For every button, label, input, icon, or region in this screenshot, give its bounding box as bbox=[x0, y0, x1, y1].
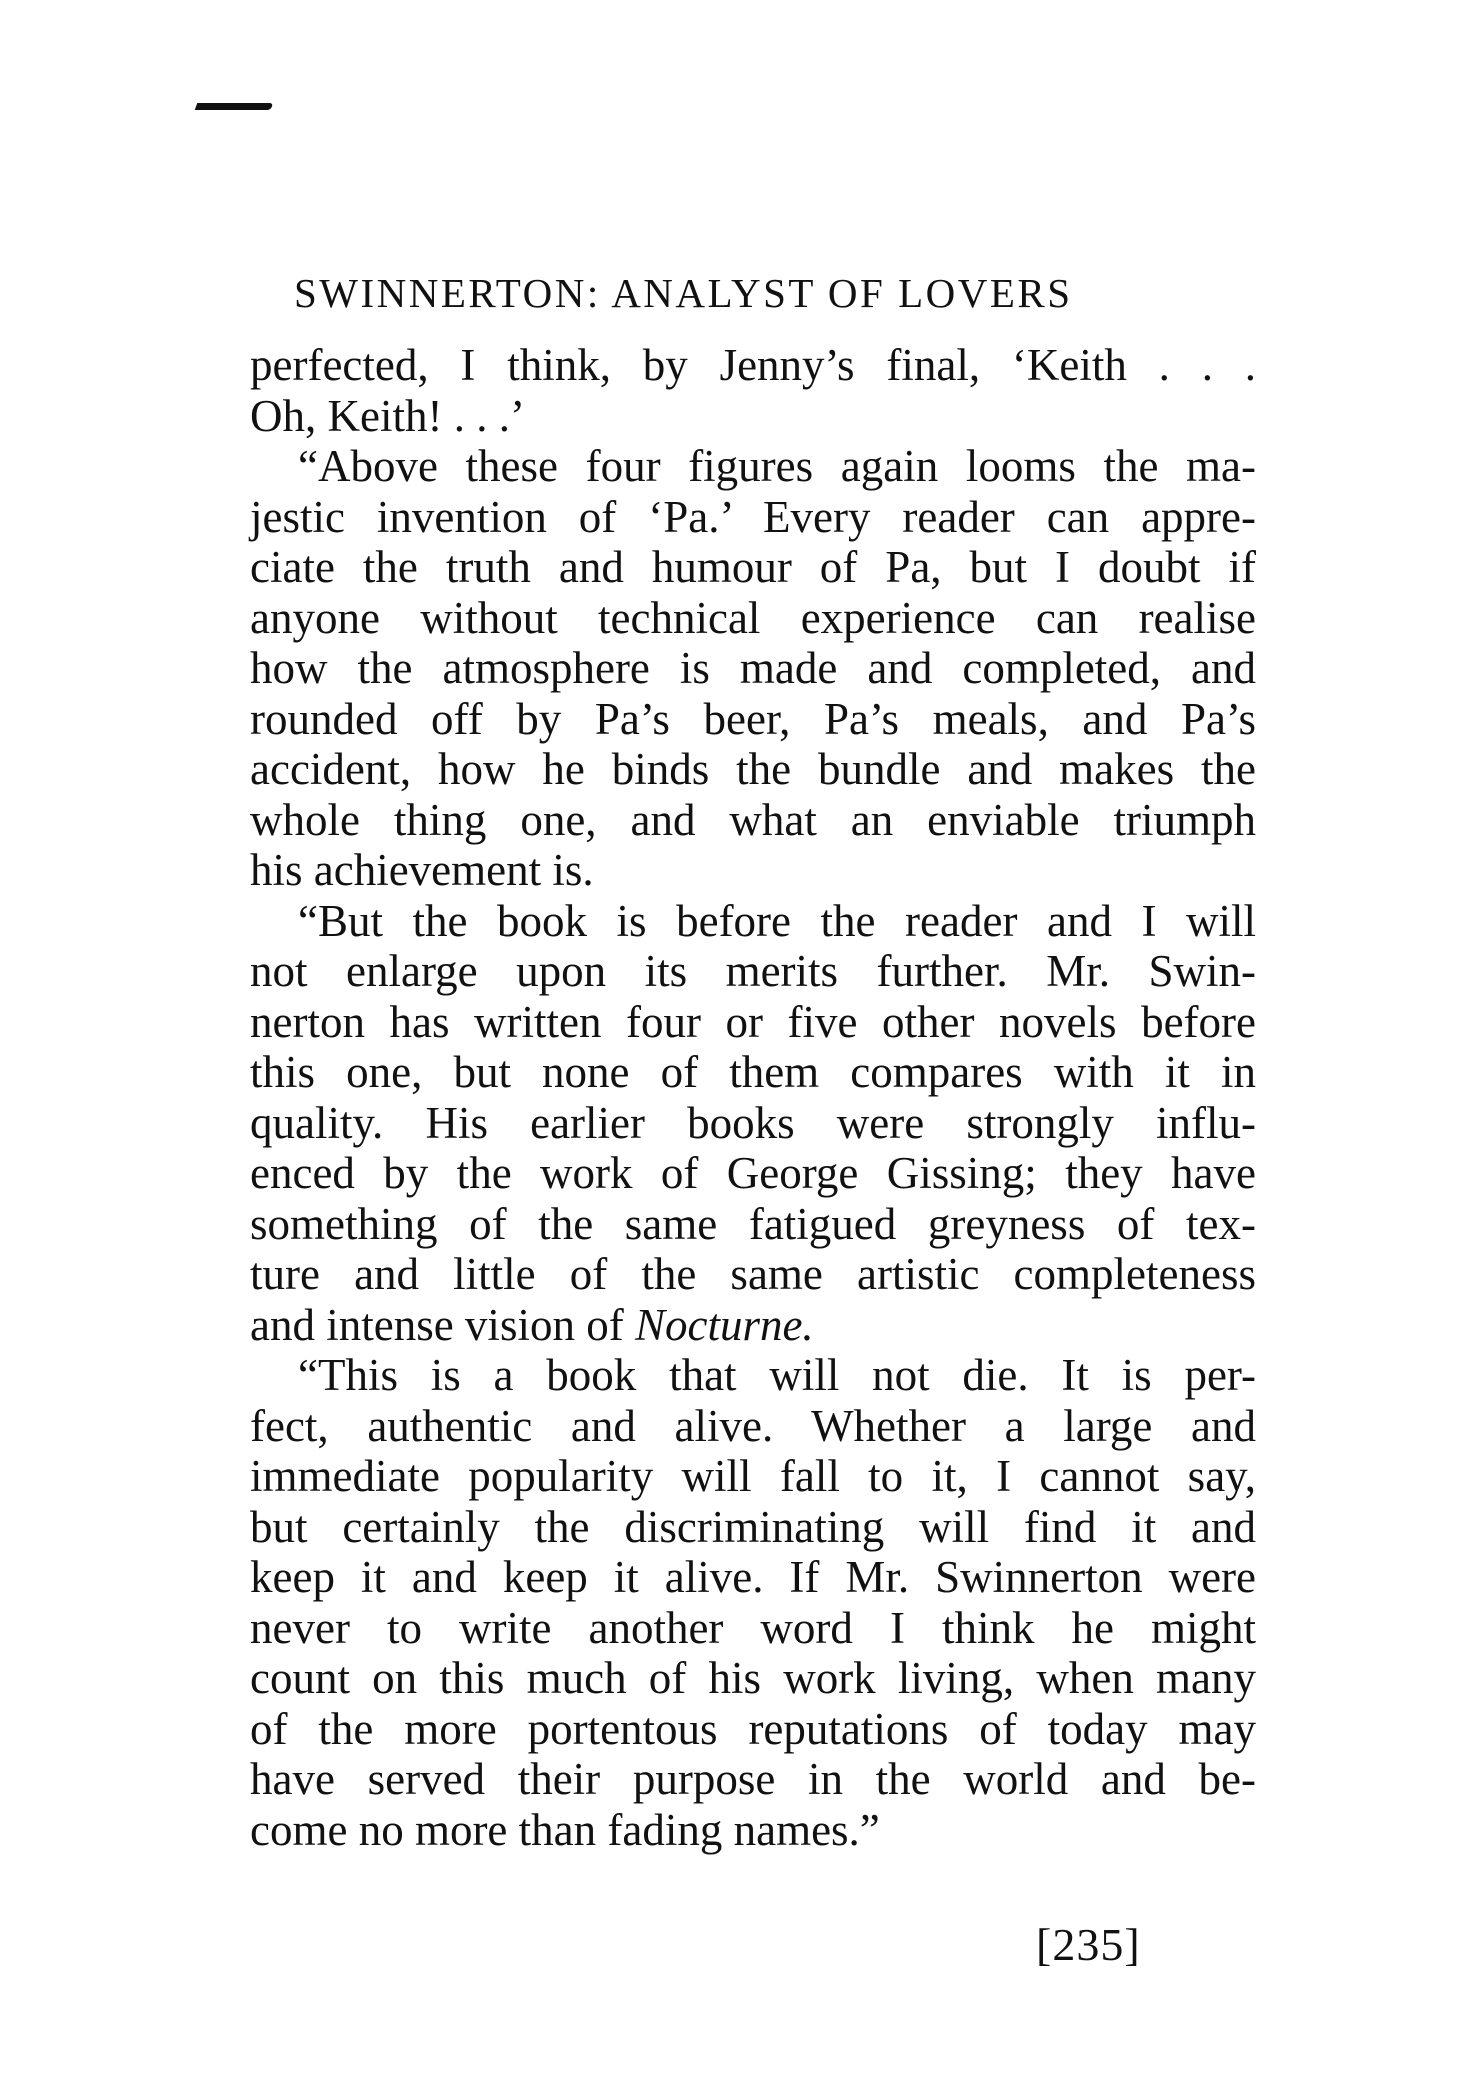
book-title: Nocturne. bbox=[634, 1299, 814, 1350]
text-line: ciate the truth and humour of Pa, but I doubt if bbox=[250, 542, 1256, 592]
text-line: accident, how he binds the bundle and makes the bbox=[250, 744, 1256, 794]
text-line: ture and little of the same artistic completeness bbox=[250, 1249, 1256, 1299]
text-line: “Above these four figures again looms the ma- bbox=[298, 441, 1256, 491]
text-line: quality. His earlier books were strongly influ- bbox=[250, 1097, 1256, 1148]
text-line: his achievement is. bbox=[250, 845, 594, 895]
text-line: have served their purpose in the world and be- bbox=[250, 1754, 1256, 1804]
text-line: come no more than fading names.” bbox=[250, 1804, 880, 1855]
text-line: this one, but none of them compares with it in bbox=[250, 1047, 1256, 1097]
text-line: Oh, Keith! . . .’ bbox=[250, 390, 525, 441]
text-line: whole thing one, and what an enviable triumph bbox=[250, 794, 1256, 845]
text-line: keep it and keep it alive. If Mr. Swinnerton were bbox=[250, 1552, 1256, 1602]
text-line: never to write another word I think he might bbox=[250, 1602, 1256, 1653]
text-line: something of the same fatigued greyness of tex- bbox=[250, 1198, 1256, 1249]
text-line: immediate popularity will fall to it, I cannot say, bbox=[250, 1451, 1256, 1501]
body-text bbox=[250, 340, 1256, 1855]
text-line: “This is a book that will not die. It is per- bbox=[298, 1350, 1256, 1400]
running-head: SWINNERTON: ANALYST OF LOVERS bbox=[294, 270, 1073, 316]
text-line-start: and intense vision of bbox=[250, 1299, 624, 1350]
text-line: jestic invention of ‘Pa.’ Every reader can appre- bbox=[250, 491, 1256, 542]
text-line: count on this much of his work living, when many bbox=[250, 1653, 1256, 1703]
text-line: fect, authentic and alive. Whether a large and bbox=[250, 1400, 1256, 1451]
text-line: rounded off by Pa’s beer, Pa’s meals, and Pa’s bbox=[250, 693, 1256, 744]
text-line: but certainly the discriminating will find it and bbox=[250, 1501, 1256, 1552]
text-line: “But the book is before the reader and I will bbox=[298, 895, 1256, 946]
page-edge-mark bbox=[195, 103, 274, 110]
text-line: nerton has written four or five other novels before bbox=[250, 996, 1256, 1047]
text-line: enced by the work of George Gissing; they have bbox=[250, 1148, 1256, 1198]
text-line: anyone without technical experience can realise bbox=[250, 592, 1256, 643]
text-line: perfected, I think, by Jenny’s final, ‘Keith . . . bbox=[250, 340, 1256, 390]
text-line: how the atmosphere is made and completed, and bbox=[250, 643, 1256, 693]
text-line-with-title bbox=[250, 1300, 1256, 1351]
text-line: of the more portentous reputations of today may bbox=[250, 1703, 1256, 1754]
text-line: not enlarge upon its merits further. Mr. Swin- bbox=[250, 946, 1256, 996]
page-number: [235] bbox=[1036, 1919, 1141, 1970]
